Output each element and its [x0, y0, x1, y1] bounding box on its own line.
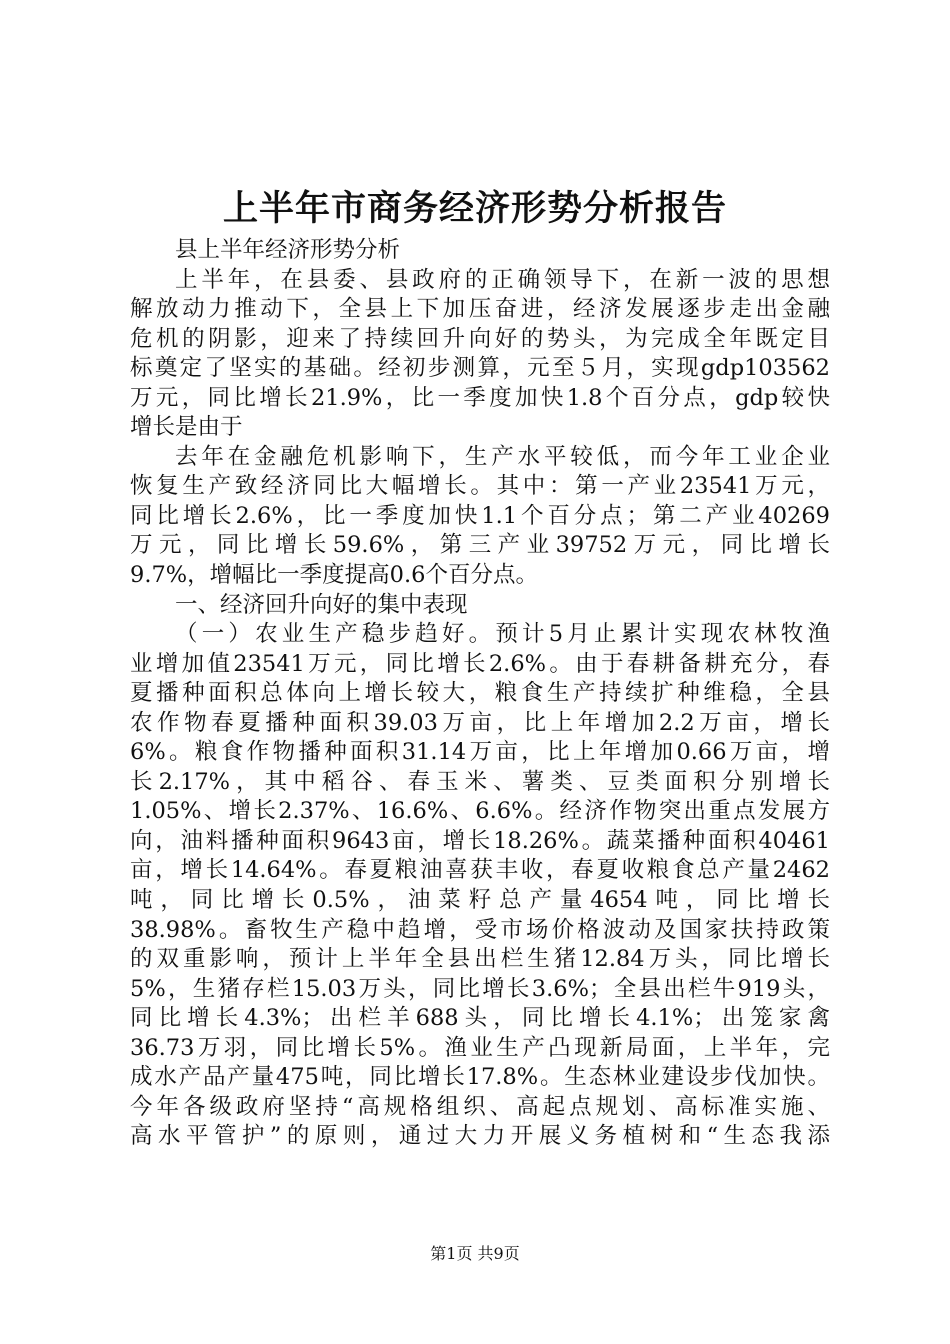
paragraph-line: 38.98%。畜牧生产稳中趋增，受市场价格波动及国家扶持政策: [130, 916, 830, 943]
paragraph-line: 成水产品产量475吨，同比增长17.8%。生态林业建设步伐加快。: [130, 1064, 830, 1091]
paragraph-line: 同比增长4.3%；出栏羊688头，同比增长4.1%；出笼家禽: [130, 1005, 830, 1032]
paragraph-line: 农作物春夏播种面积39.03万亩，比上年增加2.2万亩，增长: [130, 709, 830, 736]
paragraph-line: 同比增长2.6%，比一季度加快1.1个百分点；第二产业40269: [130, 502, 830, 529]
paragraph-line: 夏播种面积总体向上增长较大，粮食生产持续扩种维稳，全县: [130, 680, 830, 707]
document-body: [130, 236, 830, 1152]
paragraph-line: 今年各级政府坚持“高规格组织、高起点规划、高标准实施、: [130, 1093, 830, 1120]
paragraph-line: 恢复生产致经济同比大幅增长。其中：第一产业23541万元，: [130, 473, 830, 500]
paragraph-line: （一）农业生产稳步趋好。预计5月止累计实现农林牧渔: [175, 621, 830, 648]
paragraph-line: 增长是由于: [130, 414, 243, 441]
paragraph-line: 万元，同比增长59.6%，第三产业39752万元，同比增长: [130, 532, 830, 559]
paragraph-line: 万元，同比增长21.9%，比一季度加快1.8个百分点，gdp较快: [130, 384, 830, 411]
document-title: 上半年市商务经济形势分析报告: [222, 188, 727, 229]
paragraph-line: 高水平管护”的原则，通过大力开展义务植树和“生态我添: [130, 1123, 830, 1150]
paragraph-line: 36.73万羽，同比增长5%。渔业生产凸现新局面，上半年，完: [130, 1034, 830, 1061]
paragraph-line: 上半年，在县委、县政府的正确领导下，在新一波的思想: [175, 266, 830, 293]
paragraph-line: 的双重影响，预计上半年全县出栏生猪12.84万头，同比增长: [130, 946, 830, 973]
paragraph-line: 向，油料播种面积9643亩，增长18.26%。蔬菜播种面积40461: [130, 827, 830, 854]
paragraph-line: 一、经济回升向好的集中表现: [175, 591, 468, 618]
paragraph-line: 业增加值23541万元，同比增长2.6%。由于春耕备耕充分，春: [130, 650, 830, 677]
paragraph-line: 长2.17%，其中稻谷、春玉米、薯类、豆类面积分别增长: [130, 768, 830, 795]
paragraph-line: 亩，增长14.64%。春夏粮油喜获丰收，春夏收粮食总产量2462: [130, 857, 830, 884]
paragraph-line: 6%。粮食作物播种面积31.14万亩，比上年增加0.66万亩，增: [130, 739, 830, 766]
paragraph-line: 县上半年经济形势分析: [175, 237, 401, 263]
paragraph-line: 标奠定了坚实的基础。经初步测算，元至５月，实现gdp103562: [130, 355, 830, 382]
paragraph-line: 危机的阴影，迎来了持续回升向好的势头，为完成全年既定目: [130, 325, 830, 352]
paragraph-line: 去年在金融危机影响下，生产水平较低，而今年工业企业: [175, 443, 830, 470]
page-footer: 第1页 共9页: [430, 1244, 520, 1263]
paragraph-line: 1.05%、增长2.37%、16.6%、6.6%。经济作物突出重点发展方: [130, 798, 830, 825]
paragraph-line: 吨，同比增长0.5%，油菜籽总产量4654吨，同比增长: [130, 887, 830, 914]
paragraph-line: 5%，生猪存栏15.03万头，同比增长3.6%；全县出栏牛919头，: [130, 975, 830, 1002]
paragraph-line: 解放动力推动下，全县上下加压奋进，经济发展逐步走出金融: [130, 296, 830, 323]
paragraph-line: 9.7%，增幅比一季度提高0.6个百分点。: [130, 562, 538, 589]
